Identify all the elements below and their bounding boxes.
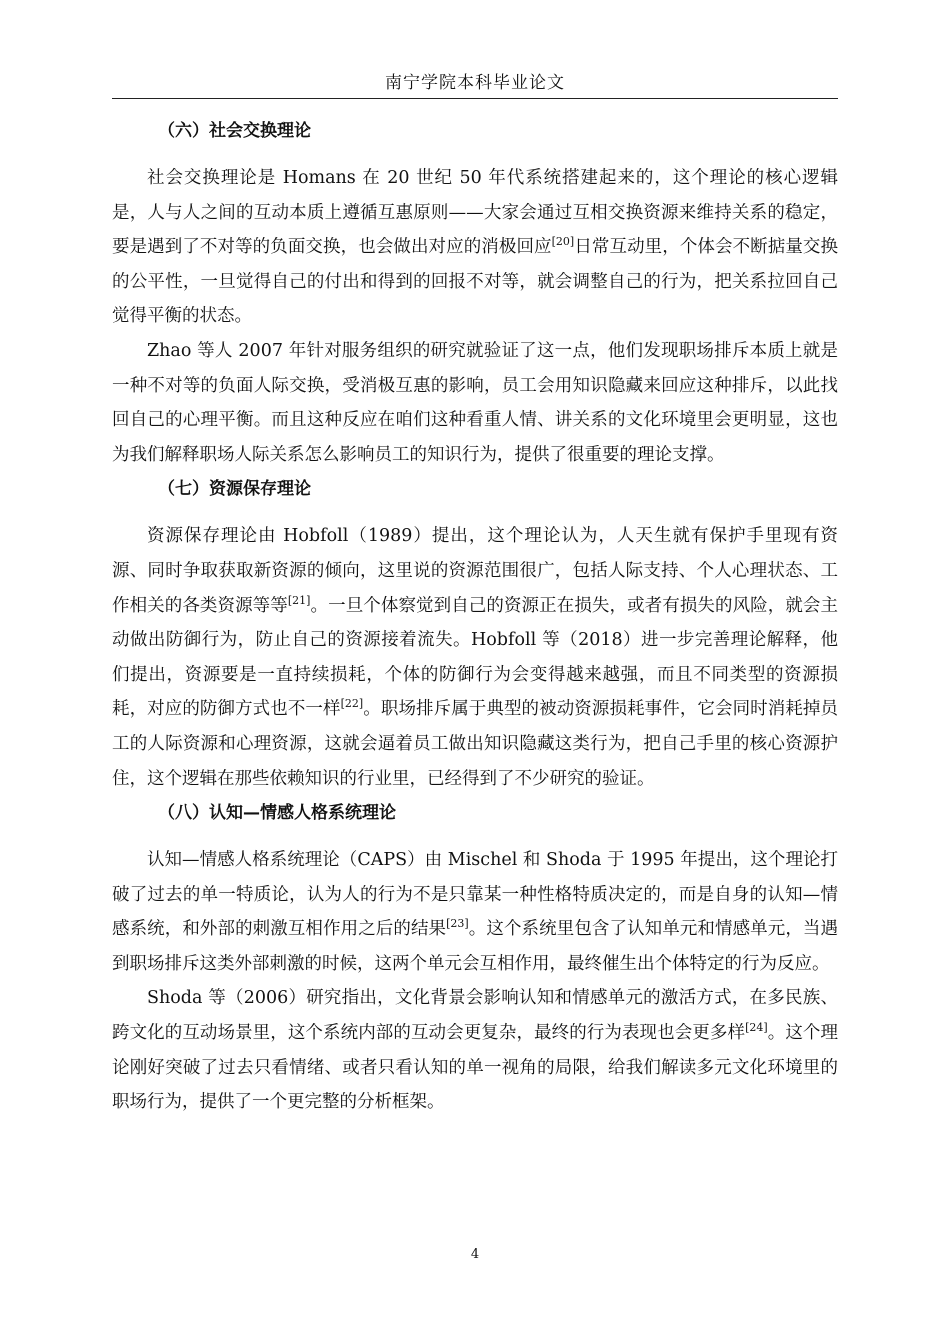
section-heading: （七）资源保存理论 [158, 479, 311, 500]
paragraph [112, 161, 838, 334]
paragraph-text: 。一旦个体察觉到自己的资源正在损失，或者有损失的风险，就会主动做出防御行为，防止自己的资源接着流失。Hobfoll 等（2018）进一步完善理论解释，他们提出，资源要是一直持续损耗，个体的防御行为会变得越来越强，而且不同类型的资源损耗，对应的防御方式也不一样 [112, 595, 839, 720]
citation-ref: [21] [287, 593, 311, 607]
citation-ref: [20] [551, 235, 575, 249]
paragraph-text: 资源保存理论由 Hobfoll（1989）提出，这个理论认为，人天生就有保护手里现有资源、同时争取获取新资源的倾向，这里说的资源范围很广，包括人际支持、个人心理状态、工作相关的各类资源等等 [112, 526, 838, 616]
section-conservation-of-resources [112, 472, 838, 796]
paragraph-text: 。这个系统里包含了认知单元和情感单元，当遇到职场排斥这类外部刺激的时候，这两个单元会互相作用，最终催生出个体特定的行为反应。 [112, 919, 839, 974]
citation-ref: [23] [446, 917, 469, 931]
paragraph [112, 519, 838, 796]
section-caps-theory [112, 796, 838, 1120]
section-heading: （八）认知—情感人格系统理论 [158, 803, 396, 824]
header-divider [112, 98, 838, 99]
citation-ref: [24] [745, 1021, 768, 1035]
citation-ref: [22] [340, 697, 364, 711]
paragraph-text: 。职场排斥属于典型的被动资源损耗事件，它会同时消耗掉员工的人际资源和心理资源，这就会逼着员工做出知识隐藏这类行为，把自己手里的核心资源护住，这个逻辑在那些依赖知识的行业里，已经得到了不少研究的验证。 [112, 699, 839, 789]
section-heading: （六）社会交换理论 [158, 121, 311, 141]
paragraph [112, 334, 838, 472]
page-number: 4 [470, 1247, 480, 1262]
paragraph [112, 981, 838, 1119]
section-social-exchange [112, 114, 838, 472]
paragraph-text: 认知—情感人格系统理论（CAPS）由 Mischel 和 Shoda 于 1995 年提出，这个理论打破了过去的单一特质论，认为人的行为不是只靠某一种性格特质决定的，而是自身的认知—情感系统，和外部的刺激互相作用之后的结果 [112, 850, 838, 940]
paragraph-text: 。这个理论刚好突破了过去只看情绪、或者只看认知的单一视角的局限，给我们解读多元文化环境里的职场行为，提供了一个更完整的分析框架。 [112, 1023, 838, 1113]
paragraph [112, 843, 838, 981]
document-body [112, 114, 838, 1120]
paragraph-text: 社会交换理论是 Homans 在 20 世纪 50 年代系统搭建起来的，这个理论的核心逻辑是，人与人之间的互动本质上遵循互惠原则——大家会通过互相交换资源来维持关系的稳定，要是遇到了不对等的负面交换，也会做出对应的消极回应 [112, 168, 838, 258]
paragraph-text: Shoda 等（2006）研究指出，文化背景会影响认知和情感单元的激活方式，在多民族、跨文化的互动场景里，这个系统内部的互动会更复杂，最终的行为表现也会更多样 [112, 988, 838, 1044]
page-header-title: 南宁学院本科毕业论文 [385, 73, 565, 93]
paragraph-text: Zhao 等人 2007 年针对服务组织的研究就验证了这一点，他们发现职场排斥本质上就是一种不对等的负面人际交换，受消极互惠的影响，员工会用知识隐藏来回应这种排斥，以此找回自己的心理平衡。而且这种反应在咱们这种看重人情、讲关系的文化环境里会更明显，这也为我们解释职场人际关系怎么影响员工的知识行为，提供了很重要的理论支撑。 [112, 340, 838, 465]
paragraph-text: 日常互动里，个体会不断掂量交换的公平性，一旦觉得自己的付出和得到的回报不对等，就会调整自己的行为，把关系拉回自己觉得平衡的状态。 [112, 237, 839, 327]
